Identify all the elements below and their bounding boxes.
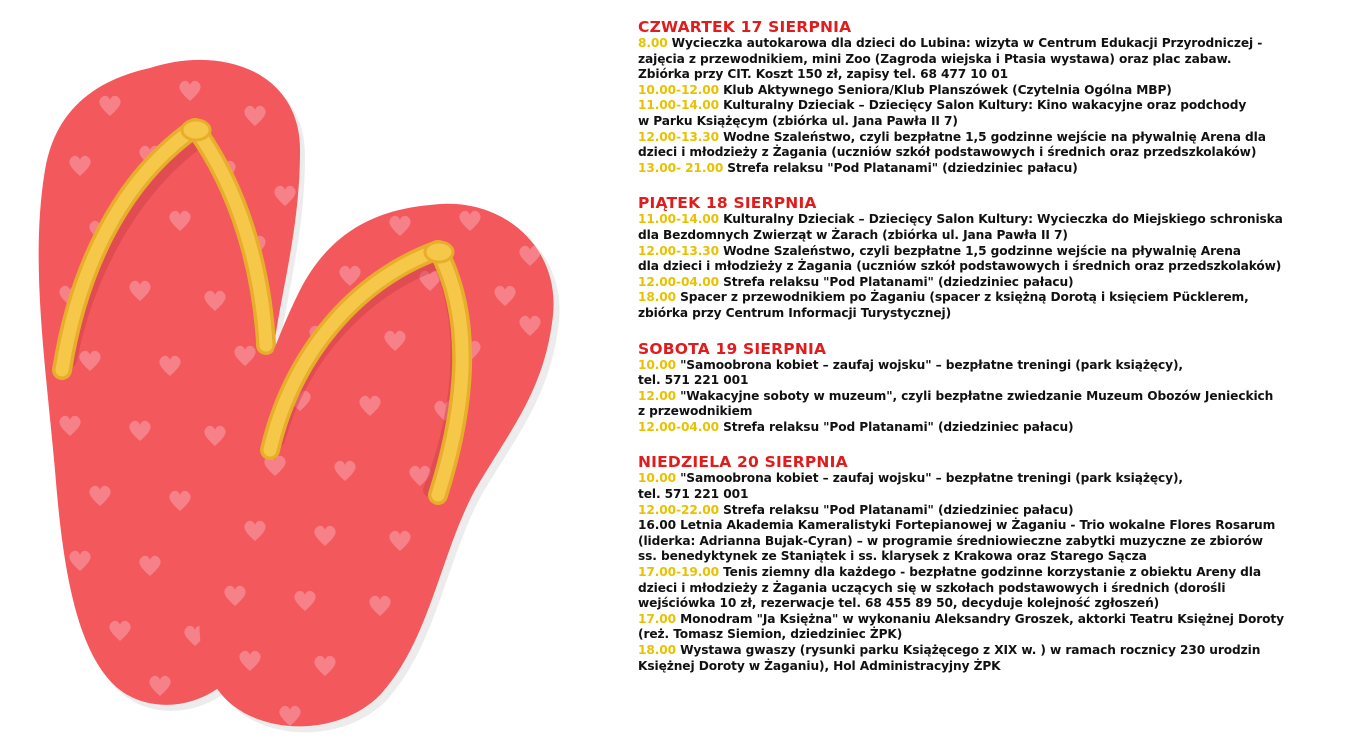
event-item — [638, 275, 1338, 291]
event-time: 17.00 — [638, 611, 677, 626]
event-schedule — [638, 18, 1338, 692]
event-item — [638, 161, 1338, 177]
event-time: 12.00-13.30 — [638, 129, 720, 144]
event-text: Spacer z przewodnikiem po Żaganiu (spacer z księżną Dorotą i księciem Pücklerem, zbiórka przy Centrum Informacji Turystycznej) — [638, 290, 1249, 320]
event-text: Kulturalny Dzieciak – Dziecięcy Salon Kultury: Wycieczka do Miejskiego schroniska dla Bezdomnych Zwierząt w Żarach (zbiórka ul. Jana Pawła II 7) — [638, 212, 1283, 242]
event-item — [638, 420, 1338, 436]
event-item — [638, 471, 1338, 502]
event-time: 11.00-14.00 — [638, 212, 720, 227]
flip-flops-icon — [0, 0, 600, 751]
event-time: 13.00- 21.00 — [638, 160, 724, 175]
event-item — [638, 612, 1338, 643]
event-text: Kulturalny Dzieciak – Dziecięcy Salon Kultury: Kino wakacyjne oraz podchody w Parku Książęcym (zbiórka ul. Jana Pawła II 7) — [638, 98, 1247, 128]
event-item — [638, 290, 1338, 321]
event-item — [638, 83, 1338, 99]
event-text: Strefa relaksu "Pod Platanami" (dziedziniec pałacu) — [723, 502, 1074, 517]
day-heading: NIEDZIELA 20 SIERPNIA — [638, 453, 848, 472]
day-heading: SOBOTA 19 SIERPNIA — [638, 339, 827, 358]
day-heading: PIĄTEK 18 SIERPNIA — [638, 194, 817, 213]
event-text: Strefa relaksu "Pod Platanami" (dziedziniec pałacu) — [723, 274, 1074, 289]
event-item — [638, 98, 1338, 129]
event-text: "Samoobrona kobiet – zaufaj wojsku" – bezpłatne treningi (park książęcy), tel. 571 221 001 — [638, 357, 1183, 388]
event-text: Wodne Szaleństwo, czyli bezpłatne 1,5 godzinne wejście na pływalnię Arena dla dzieci i młodzieży z Żagania (uczniów szkół podstawowych i średnich oraz przedszkolaków) — [638, 243, 1282, 274]
event-item — [638, 389, 1338, 420]
event-time: 10.00-12.00 — [638, 82, 720, 97]
event-text: Wodne Szaleństwo, czyli bezpłatne 1,5 godzinne wejście na pływalnię Arena dla dzieci i młodzieży z Żagania (uczniów szkół podstawowych i średnich oraz przedszkolaków) — [638, 129, 1266, 160]
event-text: Letnia Akademia Kameralistyki Fortepianowej w Żaganiu - Trio wokalne Flores Rosarum (liderka: Adrianna Bujak-Cyran) – w programie średniowieczne zabytki muzyczne ze zbiorów ss. benedyktynek ze Staniątek i ss. klarysek z Krakowa oraz Starego Sącza — [638, 518, 1276, 564]
event-time: 16.00 — [638, 518, 677, 533]
event-time: 12.00 — [638, 388, 677, 403]
event-time: 18.00 — [638, 290, 677, 305]
event-time: 12.00-04.00 — [638, 419, 720, 434]
event-item — [638, 565, 1338, 612]
event-time: 8.00 — [638, 36, 668, 50]
event-time: 10.00 — [638, 357, 677, 372]
day-sunday — [638, 453, 1338, 674]
event-text: Tenis ziemny dla każdego - bezpłatne godzinne korzystanie z obiektu Areny dla dzieci i młodzieży z Żagania uczących się w szkołach podstawowych i średnich (dorośli wejściówka 10 zł, rezerwacje tel. 68 455 89 50, decyduje kolejność zgłoszeń) — [638, 565, 1262, 611]
event-time: 12.00-22.00 — [638, 502, 720, 517]
event-text: Monodram "Ja Księżna" w wykonaniu Aleksandry Groszek, aktorki Teatru Księżnej Doroty (reż. Tomasz Siemion, dziedziniec ŻPK) — [638, 611, 1285, 642]
event-text: "Wakacyjne soboty w muzeum", czyli bezpłatne zwiedzanie Muzeum Obozów Jenieckich z przewodnikiem — [638, 388, 1274, 419]
event-text: Klub Aktywnego Seniora/Klub Planszówek (Czytelnia Ogólna MBP) — [723, 82, 1172, 97]
event-item — [638, 358, 1338, 389]
event-text: Wystawa gwaszy (rysunki parku Książęcego z XIX w. ) w ramach rocznicy 230 urodzin Księżnej Doroty w Żaganiu), Hol Administracyjny ŻPK — [638, 643, 1261, 673]
event-text: Strefa relaksu "Pod Platanami" (dziedziniec pałacu) — [723, 419, 1074, 434]
event-item — [638, 244, 1338, 275]
day-thursday — [638, 18, 1338, 176]
event-item — [638, 36, 1338, 83]
event-time: 12.00-04.00 — [638, 274, 720, 289]
event-item — [638, 643, 1338, 674]
event-item — [638, 518, 1338, 565]
event-time: 18.00 — [638, 643, 677, 657]
event-time: 11.00-14.00 — [638, 98, 720, 113]
day-saturday — [638, 340, 1338, 436]
event-time: 10.00 — [638, 471, 677, 486]
event-item — [638, 503, 1338, 519]
event-text: "Samoobrona kobiet – zaufaj wojsku" – bezpłatne treningi (park książęcy), tel. 571 221 001 — [638, 471, 1183, 502]
event-time: 17.00-19.00 — [638, 565, 720, 580]
day-heading: CZWARTEK 17 SIERPNIA — [638, 18, 852, 36]
event-item — [638, 212, 1338, 243]
event-text: Wycieczka autokarowa dla dzieci do Lubina: wizyta w Centrum Edukacji Przyrodniczej - zajęcia z przewodnikiem, mini Zoo (Zagroda wiejska i Ptasia wystawa) oraz plac zabaw. Zbiórka przy CIT. Koszt 150 zł, zapisy tel. 68 477 10 01 — [638, 36, 1263, 82]
event-item — [638, 130, 1338, 161]
event-time: 12.00-13.30 — [638, 243, 720, 258]
event-text: Strefa relaksu "Pod Platanami" (dziedziniec pałacu) — [727, 160, 1078, 175]
day-friday — [638, 194, 1338, 321]
